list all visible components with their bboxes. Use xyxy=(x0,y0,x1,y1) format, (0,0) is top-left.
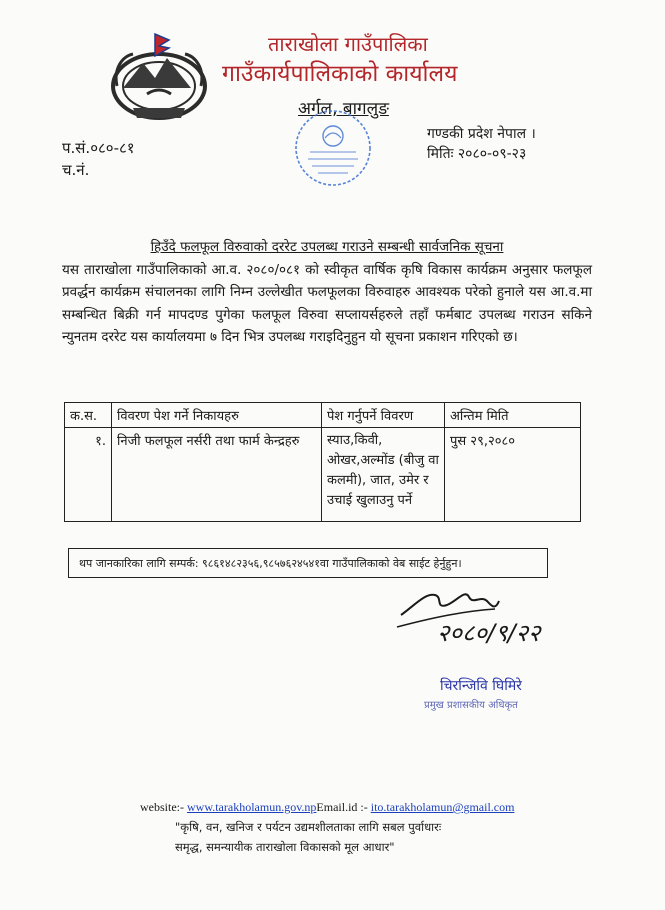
cell-deadline: पुस २९,२०८० xyxy=(445,428,581,522)
dispatch-number: च.नं. xyxy=(62,161,90,179)
notice-title: हिउँदे फलफूल विरुवाको दररेट उपलब्ध गराउने सम्बन्धी सार्वजनिक सूचना xyxy=(150,239,504,255)
website-label: website:- xyxy=(140,800,187,814)
province-line: गण्डकी प्रदेश नेपाल । xyxy=(427,126,536,142)
details-table xyxy=(64,402,581,522)
table-header-row xyxy=(65,403,581,428)
cell-agency: निजी फलफूल नर्सरी तथा फार्म केन्द्रहरु xyxy=(112,428,322,522)
office-stamp-icon xyxy=(292,106,374,190)
signatory-name: चिरन्जिवि घिमिरे xyxy=(440,678,522,694)
reference-number: प.सं.०८०-८१ xyxy=(62,139,135,157)
col-header-sn: क.स. xyxy=(65,403,112,428)
contact-text: थप जानकारिका लागि सम्पर्क: ९८६१४८२३५६,९८५७६२४५४१वा गाउँपालिकाको वेब साईट हेर्नुहुन। xyxy=(79,556,462,570)
col-header-details: पेश गर्नुपर्ने विवरण xyxy=(322,403,445,428)
contact-box xyxy=(68,548,548,578)
signatory-designation: प्रमुख प्रशासकीय अधिकृत xyxy=(424,700,518,711)
letter-date: मितिः २०८०-०९-२३ xyxy=(427,146,527,162)
email-link[interactable]: ito.tarakholamun@gmail.com xyxy=(370,800,515,814)
footer-slogan-1: "कृषि, वन, खनिज र पर्यटन उद्यमशीलताका लागि सबल पुर्वाधारः xyxy=(175,820,442,834)
signature-date: २०८०/९/२२ xyxy=(437,619,541,647)
office-name: गाउँकार्यपालिकाको कार्यालय xyxy=(222,61,458,87)
notice-body: यस ताराखोला गाउँपालिकाको आ.व. २०८०/०८१ को स्वीकृत वार्षिक कृषि विकास कार्यक्रम अनुसार फलफूल प्रवर्द्धन कार्यक्रम संचालनका लागि निम्न उल्लेखीत फलफूलका विरुवाहरु आवश्यक परेको हुनाले यस आ.व.मा सम्बन्धित बिक्री गर्न मापदण्ड पुगेका फलफूल विरुवा सप्लायर्सहरुले तहाँ फर्मबाट उपलब्ध गराउन सकिने न्युनतम दररेट यस कार्यालयमा ७ दिन भित्र उपलब्ध गराइदिनुहुन यो सूचना प्रकाशन गरिएको छ। xyxy=(62,261,592,345)
handwritten-signature-icon xyxy=(395,575,585,650)
cell-sn: १. xyxy=(65,428,112,522)
office-address: अर्गल, बागलुङ xyxy=(298,99,389,119)
footer-slogan-2: समृद्ध, समन्यायीक ताराखोला विकासको मूल आधार" xyxy=(175,840,395,854)
footer-contact xyxy=(140,800,514,815)
email-label: Email.id :- xyxy=(316,800,371,814)
col-header-deadline: अन्तिम मिति xyxy=(445,403,581,428)
notice-text xyxy=(62,236,592,349)
nepal-emblem-icon xyxy=(103,28,215,124)
cell-details: स्याउ,किवी, ओखर,अल्मोंड (बीजु वा कलमी), जात, उमेर र उचाई खुलाउनु पर्ने xyxy=(322,428,445,522)
municipality-name: ताराखोला गाउँपालिका xyxy=(268,32,428,56)
website-link[interactable]: www.tarakholamun.gov.np xyxy=(187,800,317,814)
col-header-agency: विवरण पेश गर्ने निकायहरु xyxy=(112,403,322,428)
table-row xyxy=(65,428,581,522)
